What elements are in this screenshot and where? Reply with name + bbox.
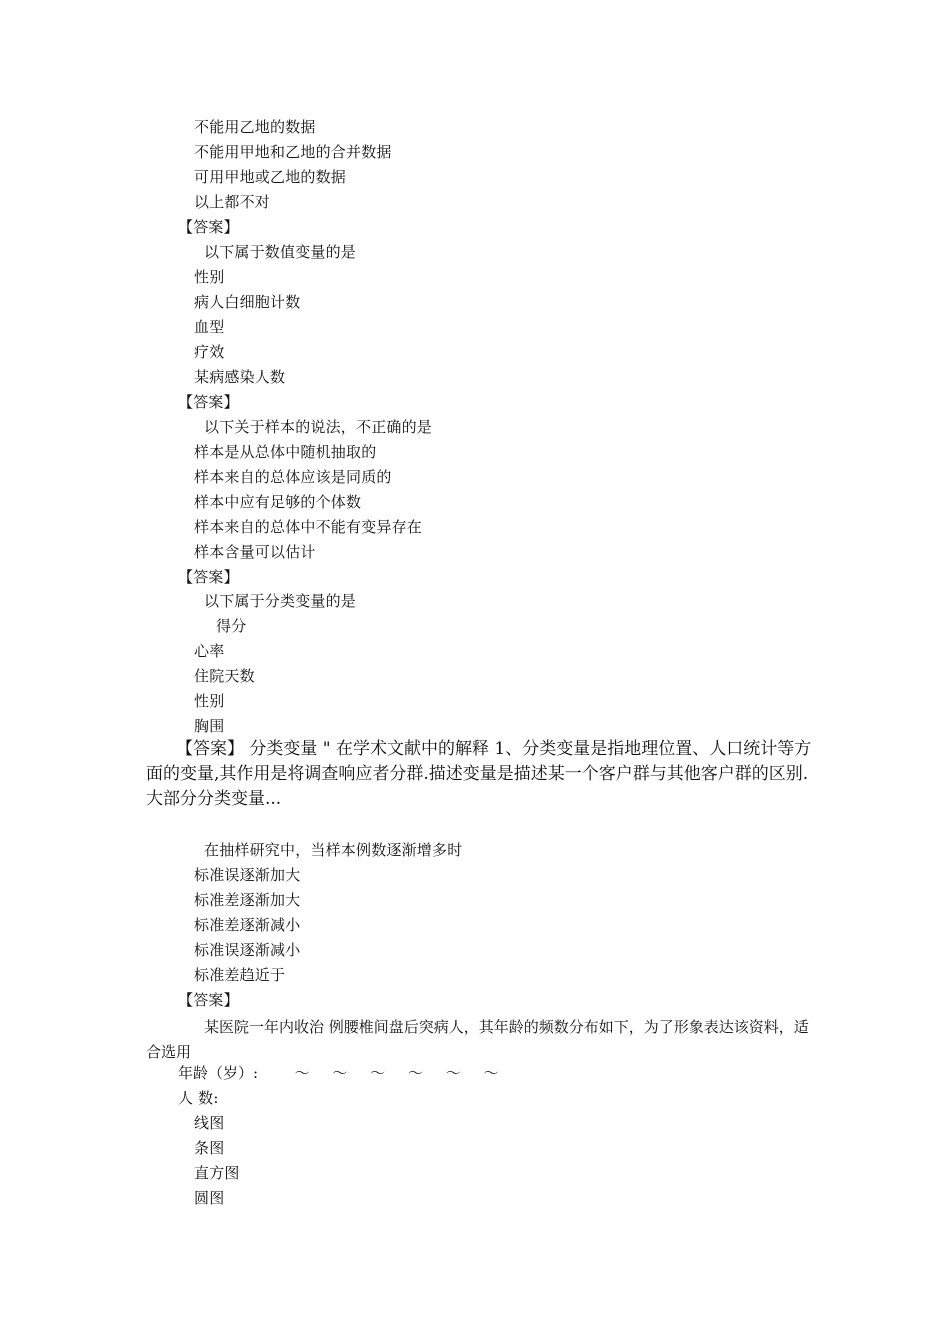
option-text: 血型 [194, 318, 225, 336]
option-text: 标准差逐渐加大 [194, 891, 301, 909]
option-text: 样本中应有足够的个体数 [194, 493, 362, 511]
question-text: 在抽样研究中，当样本例数逐渐增多时 [204, 841, 463, 859]
question-paragraph [146, 1015, 816, 1065]
answer-label: 【答案】 [178, 218, 239, 236]
answer-paragraph-text: 【答案】 分类变量 " 在学术文献中的解释 1、分类变量是指地理位置、人口统计等方面的变量,其作用是将调查响应者分群.描述变量是描述某一个客户群与其他客户群的区别.大部分分类变量... [146, 739, 812, 809]
answer-label: 【答案】 [178, 568, 239, 586]
option-text: 性别 [194, 268, 225, 286]
option-text: 住院天数 [194, 667, 255, 685]
option-text: 标准差趋近于 [194, 966, 286, 984]
question-text: 某医院一年内收治 例腰椎间盘后突病人，其年龄的频数分布如下，为了形象表达该资料，适合选用 [146, 1018, 809, 1061]
option-text: 某病感染人数 [194, 368, 286, 386]
tilde-mark: ～ [370, 1064, 386, 1082]
option-text: 不能用乙地的数据 [194, 118, 316, 136]
option-text: 直方图 [194, 1164, 240, 1182]
people-label: 人 数: [178, 1089, 219, 1107]
option-text: 样本来自的总体应该是同质的 [194, 468, 392, 486]
option-text: 条图 [194, 1139, 225, 1157]
option-text: 样本是从总体中随机抽取的 [194, 443, 377, 461]
tilde-mark: ～ [407, 1064, 423, 1082]
option-text: 圆图 [194, 1189, 225, 1207]
tilde-mark: ～ [483, 1064, 499, 1082]
option-text: 线图 [194, 1114, 225, 1132]
option-text: 可用甲地或乙地的数据 [194, 168, 347, 186]
option-text: 得分 [216, 617, 247, 635]
tilde-mark: ～ [445, 1064, 461, 1082]
age-row [178, 1063, 508, 1083]
option-text: 以上都不对 [194, 193, 271, 211]
age-label: 年龄（岁）: [178, 1064, 259, 1082]
option-text: 心率 [194, 642, 225, 660]
option-text: 标准误逐渐加大 [194, 866, 301, 884]
option-text: 样本来自的总体中不能有变异存在 [194, 518, 423, 536]
option-text: 样本含量可以估计 [194, 543, 316, 561]
answer-label: 【答案】 [178, 393, 239, 411]
tilde-mark: ～ [294, 1064, 310, 1082]
option-text: 胸围 [194, 717, 225, 735]
option-text: 标准误逐渐减小 [194, 941, 301, 959]
tilde-mark: ～ [332, 1064, 348, 1082]
answer-label: 【答案】 [178, 991, 239, 1009]
option-text: 不能用甲地和乙地的合并数据 [194, 143, 392, 161]
answer-paragraph [146, 737, 816, 812]
option-text: 性别 [194, 692, 225, 710]
question-text: 以下属于分类变量的是 [204, 592, 357, 610]
question-text: 以下关于样本的说法，不正确的是 [204, 418, 433, 436]
option-text: 病人白细胞计数 [194, 293, 301, 311]
option-text: 疗效 [194, 343, 225, 361]
option-text: 标准差逐渐减小 [194, 916, 301, 934]
question-text: 以下属于数值变量的是 [204, 243, 357, 261]
